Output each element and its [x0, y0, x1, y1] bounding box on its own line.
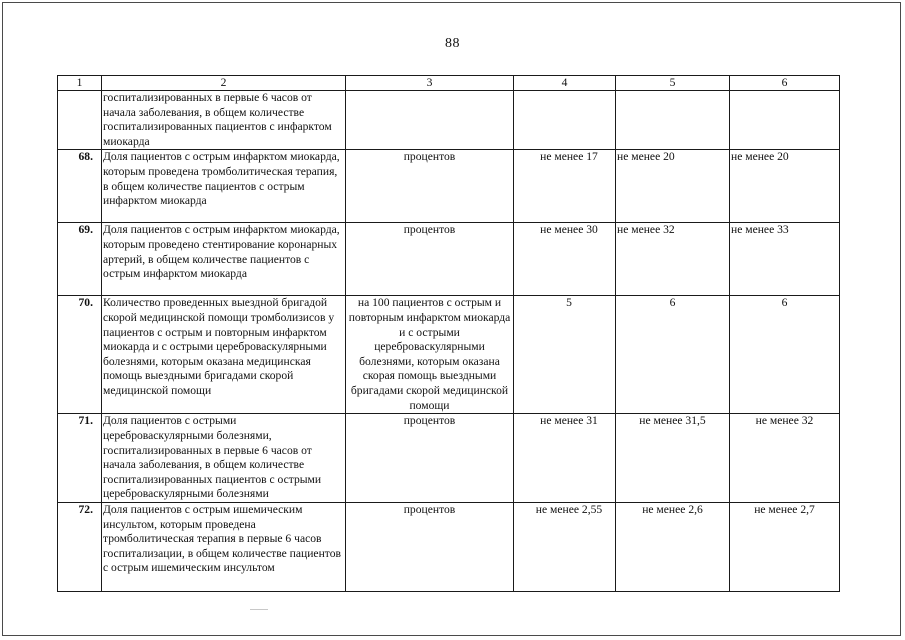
column-header: 1 — [58, 76, 102, 91]
unit-cell — [346, 91, 514, 150]
table-header-row — [58, 76, 840, 91]
value-col4: 5 — [514, 296, 616, 414]
table-row — [58, 91, 840, 150]
indicator-description: Доля пациентов с острым ишемическим инсультом, которым проведена тромболитическая терапия в первые 6 часов госпитализации, в общем количестве пациентов с острым ишемическим инсультом — [102, 502, 346, 591]
unit-cell: процентов — [346, 150, 514, 223]
row-number — [58, 91, 102, 150]
row-number: 70. — [58, 296, 102, 414]
value-col5: не менее 31,5 — [616, 414, 730, 503]
column-header: 6 — [730, 76, 840, 91]
column-header: 4 — [514, 76, 616, 91]
indicator-description: Количество проведенных выездной бригадой скорой медицинской помощи тромболизисов у пациентов с острым и повторным инфарктом миокарда и с острыми цереброваскулярными болезнями, которым оказана медицинская помощь выездными бригадами скорой медицинской помощи — [102, 296, 346, 414]
value-col4: не менее 17 — [514, 150, 616, 223]
indicator-description: Доля пациентов с острым инфарктом миокарда, которым проведено стентирование коронарных артерий, в общем количестве пациентов с острым инфарктом миокарда — [102, 223, 346, 296]
indicator-description: Доля пациентов с острыми цереброваскулярными болезнями, госпитализированных в первые 6 часов от начала заболевания, в общем количестве госпитализированных пациентов с острыми цереброваскулярными болезнями — [102, 414, 346, 503]
value-col4: не менее 31 — [514, 414, 616, 503]
unit-cell: на 100 пациентов с острым и повторным инфарктом миокарда и с острыми цереброваскулярными болезнями, которым оказана скорая помощь выездными бригадами скорой медицинской помощи — [346, 296, 514, 414]
value-col6: 6 — [730, 296, 840, 414]
column-header: 3 — [346, 76, 514, 91]
value-col6: не менее 2,7 — [730, 502, 840, 591]
value-col6 — [730, 91, 840, 150]
unit-cell: процентов — [346, 502, 514, 591]
page-number: 88 — [445, 36, 460, 51]
value-col4: не менее 30 — [514, 223, 616, 296]
unit-cell: процентов — [346, 414, 514, 503]
indicator-description: госпитализированных в первые 6 часов от начала заболевания, в общем количестве госпитализированных пациентов с инфарктом миокарда — [102, 91, 346, 150]
value-col5: 6 — [616, 296, 730, 414]
indicator-table — [57, 75, 840, 592]
value-col5: не менее 32 — [616, 223, 730, 296]
scan-artifact — [250, 609, 268, 610]
row-number: 69. — [58, 223, 102, 296]
column-header: 2 — [102, 76, 346, 91]
value-col5: не менее 20 — [616, 150, 730, 223]
indicator-description: Доля пациентов с острым инфарктом миокарда, которым проведена тромболитическая терапия, в общем количестве пациентов с острым инфарктом миокарда — [102, 150, 346, 223]
column-header: 5 — [616, 76, 730, 91]
row-number: 68. — [58, 150, 102, 223]
value-col4: не менее 2,55 — [514, 502, 616, 591]
value-col4 — [514, 91, 616, 150]
table-row — [58, 150, 840, 223]
table-row — [58, 502, 840, 591]
value-col6: не менее 20 — [730, 150, 840, 223]
value-col6: не менее 32 — [730, 414, 840, 503]
table-row — [58, 414, 840, 503]
value-col5 — [616, 91, 730, 150]
value-col6: не менее 33 — [730, 223, 840, 296]
table-row — [58, 223, 840, 296]
table-row — [58, 296, 840, 414]
row-number: 71. — [58, 414, 102, 503]
value-col5: не менее 2,6 — [616, 502, 730, 591]
unit-cell: процентов — [346, 223, 514, 296]
row-number: 72. — [58, 502, 102, 591]
